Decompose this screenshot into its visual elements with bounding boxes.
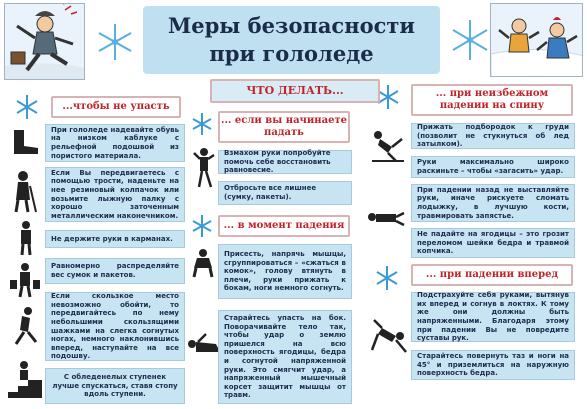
snowflake-icon: [190, 112, 214, 136]
snowflake-icon: [95, 22, 135, 62]
snowflake-icon: [448, 18, 492, 62]
slipping-man-illustration: [4, 3, 85, 80]
tip-forward-fall-1: Подстрахуйте себя руками, вытянув их вперед и согнув в локтях. К тому же они должны быть напряженными. Благодаря этому при падении Вы не повредите суставы рук.: [411, 292, 575, 342]
tip-start-fall-1: Взмахом руки попробуйте помочь себе восстановить равновесие.: [218, 150, 352, 174]
page-title: Меры безопасности при гололеде: [168, 13, 415, 66]
tip-not-fall-1: При гололеде надевайте обувь на низком каблуке с рельефной подошвой из пористого материала.: [45, 124, 185, 162]
children-sliding-illustration: [490, 3, 583, 77]
tip-not-fall-3: Не держите руки в карманах.: [45, 230, 185, 248]
tip-back-fall-1: Прижать подбородок к груди (позволит не стукнуться об лед затылком).: [411, 123, 575, 149]
snowflake-icon: [190, 214, 214, 238]
header-what-to-do: ЧТО ДЕЛАТЬ...: [210, 79, 380, 103]
snowflake-icon: [14, 94, 40, 120]
person-with-cane-icon: [8, 170, 42, 214]
tip-not-fall-4: Равномерно распределяйте вес сумок и пакетов.: [45, 258, 185, 284]
person-falling-forward-icon: [370, 316, 410, 354]
tip-not-fall-2: Если Вы передвигаетесь с помощью трости, наденьте на нее резиновый колпачок или возьмите лыжную палку с хорошо заточенным металлическим наконечником.: [45, 167, 185, 222]
person-on-stairs-icon: [8, 360, 42, 400]
boot-icon: [8, 128, 42, 158]
header-start-fall: ... если вы начинаете падать: [218, 111, 350, 143]
tip-back-fall-2: Руки максимально широко раскиньте – чтобы «загасить» удар.: [411, 156, 575, 178]
tip-back-fall-3: При падении назад не выставляйте руки, иначе рискуете сломать лодыжку, в лучшую кости, травмировать запястье.: [411, 184, 575, 222]
title-banner: [143, 6, 440, 74]
person-lying-back-icon: [366, 205, 406, 231]
tip-back-fall-4: Не падайте на ягодицы – это грозит переломом шейки бедра и травмой копчика.: [411, 228, 575, 258]
header-forward-fall: ... при падении вперед: [411, 264, 573, 286]
person-with-bags-icon: [8, 262, 42, 298]
tip-moment-fall-2: Старайтесь упасть на бок. Поворачивайте тело так, чтобы удар о землю пришелся на всю поверхность ягодицы, бедра и согнутой напряженной руки. Это смягчит удар, а напряженный мышечный корсет защитит мышцы от травм.: [218, 310, 352, 404]
person-standing-icon: [12, 220, 40, 256]
header-back-fall: ... при неизбежном падении на спину: [411, 84, 573, 116]
tip-forward-fall-2: Старайтесь повернуть таз и ноги на 45° и приземлиться на наружную поверхность бедра.: [411, 350, 575, 380]
person-balancing-icon: [193, 147, 215, 189]
person-slipping-back-icon: [370, 127, 404, 163]
header-moment-fall: ... в момент падения: [218, 215, 350, 237]
tip-not-fall-6: С обледенелых ступенек лучше спускаться, ставя стопу вдоль ступени.: [45, 368, 185, 404]
person-walking-icon: [8, 306, 42, 346]
person-crouching-icon: [190, 248, 216, 278]
header-not-fall: ...чтобы не упасть: [51, 96, 181, 118]
snowflake-icon: [374, 265, 400, 291]
tip-not-fall-5: Если скользкое место невозможно обойти, то передвигайтесь по нему небольшими скользящими шажками на слегка согнутых ногах, немного наклонившись вперед, наступайте на все подошву.: [45, 292, 185, 361]
tip-start-fall-2: Отбросьте все лишнее (сумку, пакеты).: [218, 181, 352, 205]
tip-moment-fall-1: Присесть, напрячь мышцы, сгруппироваться – «сжаться в комок», голову втянуть в плечи, руки прижать к бокам, ноги немного согнуть.: [218, 244, 352, 299]
